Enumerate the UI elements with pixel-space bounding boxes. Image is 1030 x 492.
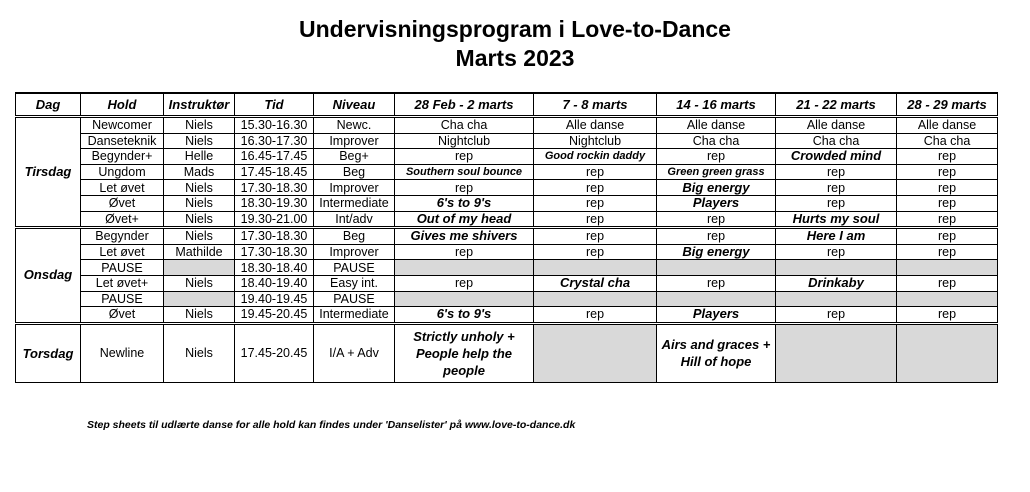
instructor: Niels [164,133,235,149]
instructor: Helle [164,149,235,165]
day-label: Tirsdag [16,117,81,228]
day-label: Onsdag [16,228,81,324]
week-cell [534,260,657,276]
week-cell: Nightclub [534,133,657,149]
table-row [16,149,998,165]
week-cell: Nightclub [395,133,534,149]
week-cell: rep [395,275,534,291]
week-cell [897,323,998,382]
table-row [16,291,998,307]
instructor: Niels [164,211,235,228]
instructor: Niels [164,228,235,245]
class-name: Øvet+ [81,211,164,228]
schedule-table [15,92,998,383]
table-row [16,275,998,291]
column-header: Niveau [314,93,395,117]
level: Newc. [314,117,395,134]
table-row [16,228,998,245]
week-cell: rep [776,164,897,180]
class-name: Øvet [81,307,164,324]
week-cell [534,323,657,382]
week-cell: rep [897,180,998,196]
class-name: Begynder [81,228,164,245]
week-cell: Alle danse [776,117,897,134]
week-cell: Crowded mind [776,149,897,165]
class-name: Newline [81,323,164,382]
week-cell: rep [534,195,657,211]
table-row [16,260,998,276]
level: Beg+ [314,149,395,165]
class-name: Begynder+ [81,149,164,165]
column-header: 21 - 22 marts [776,93,897,117]
level: PAUSE [314,260,395,276]
week-cell [657,260,776,276]
instructor: Mads [164,164,235,180]
week-cell [776,323,897,382]
time: 19.40-19.45 [235,291,314,307]
instructor: Mathilde [164,244,235,260]
level: I/A + Adv [314,323,395,382]
week-cell [897,260,998,276]
week-cell: Alle danse [657,117,776,134]
week-cell: rep [897,307,998,324]
week-cell: Drinkaby [776,275,897,291]
week-cell [897,291,998,307]
page-title: Undervisningsprogram i Love-to-Dance [299,16,731,42]
week-cell: rep [657,228,776,245]
level: Improver [314,180,395,196]
column-header: 14 - 16 marts [657,93,776,117]
week-cell: rep [776,195,897,211]
instructor [164,260,235,276]
week-cell: 6's to 9's [395,307,534,324]
level: Easy int. [314,275,395,291]
instructor [164,291,235,307]
time: 15.30-16.30 [235,117,314,134]
week-cell: Cha cha [657,133,776,149]
class-name: Let øvet+ [81,275,164,291]
week-cell: rep [657,149,776,165]
week-cell: rep [897,275,998,291]
table-row [16,195,998,211]
week-cell: Good rockin daddy [534,149,657,165]
day-label: Torsdag [16,323,81,382]
table-row [16,211,998,228]
instructor: Niels [164,323,235,382]
week-cell: rep [534,164,657,180]
week-cell: rep [897,164,998,180]
time: 16.30-17.30 [235,133,314,149]
week-cell: Airs and graces + Hill of hope [657,323,776,382]
week-cell: Alle danse [897,117,998,134]
week-cell: 6's to 9's [395,195,534,211]
week-cell: rep [395,244,534,260]
level: Improver [314,244,395,260]
class-name: PAUSE [81,260,164,276]
week-cell: Strictly unholy + People help the people [395,323,534,382]
time: 19.45-20.45 [235,307,314,324]
week-cell: rep [776,307,897,324]
column-header: Dag [16,93,81,117]
week-cell: Out of my head [395,211,534,228]
week-cell: rep [534,228,657,245]
week-cell [395,260,534,276]
table-row [16,164,998,180]
week-cell: Green green grass [657,164,776,180]
table-row [16,323,998,382]
week-cell [395,291,534,307]
level: Intermediate [314,307,395,324]
week-cell [657,291,776,307]
week-cell: Southern soul bounce [395,164,534,180]
week-cell: Crystal cha [534,275,657,291]
table-row [16,180,998,196]
instructor: Niels [164,117,235,134]
week-cell: rep [657,211,776,228]
week-cell: Cha cha [897,133,998,149]
week-cell: Players [657,195,776,211]
level: Intermediate [314,195,395,211]
week-cell: Cha cha [395,117,534,134]
week-cell: Gives me shivers [395,228,534,245]
week-cell: Big energy [657,180,776,196]
class-name: Øvet [81,195,164,211]
column-header: Tid [235,93,314,117]
level: Int/adv [314,211,395,228]
instructor: Niels [164,275,235,291]
week-cell: rep [897,211,998,228]
table-row [16,133,998,149]
column-header: 7 - 8 marts [534,93,657,117]
week-cell: rep [395,149,534,165]
column-header: 28 Feb - 2 marts [395,93,534,117]
week-cell: Players [657,307,776,324]
week-cell: Alle danse [534,117,657,134]
week-cell: rep [657,275,776,291]
level: Beg [314,228,395,245]
level: Beg [314,164,395,180]
class-name: PAUSE [81,291,164,307]
week-cell [534,291,657,307]
time: 18.40-19.40 [235,275,314,291]
table-row [16,244,998,260]
week-cell: rep [897,244,998,260]
time: 18.30-19.30 [235,195,314,211]
week-cell: rep [897,195,998,211]
instructor: Niels [164,195,235,211]
week-cell: rep [395,180,534,196]
time: 18.30-18.40 [235,260,314,276]
week-cell: rep [534,307,657,324]
column-header: Hold [81,93,164,117]
table-row [16,307,998,324]
week-cell: Hurts my soul [776,211,897,228]
week-cell: rep [534,180,657,196]
instructor: Niels [164,180,235,196]
class-name: Newcomer [81,117,164,134]
column-header: 28 - 29 marts [897,93,998,117]
week-cell: Cha cha [776,133,897,149]
week-cell: rep [534,211,657,228]
week-cell: Big energy [657,244,776,260]
week-cell [776,260,897,276]
time: 16.45-17.45 [235,149,314,165]
week-cell: rep [534,244,657,260]
week-cell: rep [897,228,998,245]
week-cell: rep [776,180,897,196]
class-name: Let øvet [81,244,164,260]
column-header: Instruktør [164,93,235,117]
time: 17.45-20.45 [235,323,314,382]
table-row [16,117,998,134]
class-name: Danseteknik [81,133,164,149]
time: 17.30-18.30 [235,180,314,196]
class-name: Let øvet [81,180,164,196]
level: PAUSE [314,291,395,307]
page-subtitle: Marts 2023 [455,45,575,71]
instructor: Niels [164,307,235,324]
time: 17.30-18.30 [235,228,314,245]
week-cell: rep [897,149,998,165]
week-cell: Here I am [776,228,897,245]
week-cell: rep [776,244,897,260]
level: Improver [314,133,395,149]
class-name: Ungdom [81,164,164,180]
time: 19.30-21.00 [235,211,314,228]
time: 17.30-18.30 [235,244,314,260]
time: 17.45-18.45 [235,164,314,180]
week-cell [776,291,897,307]
footer-note: Step sheets til udlærte danse for alle hold kan findes under 'Danselister' på www.love-to-dance.dk [87,419,576,431]
